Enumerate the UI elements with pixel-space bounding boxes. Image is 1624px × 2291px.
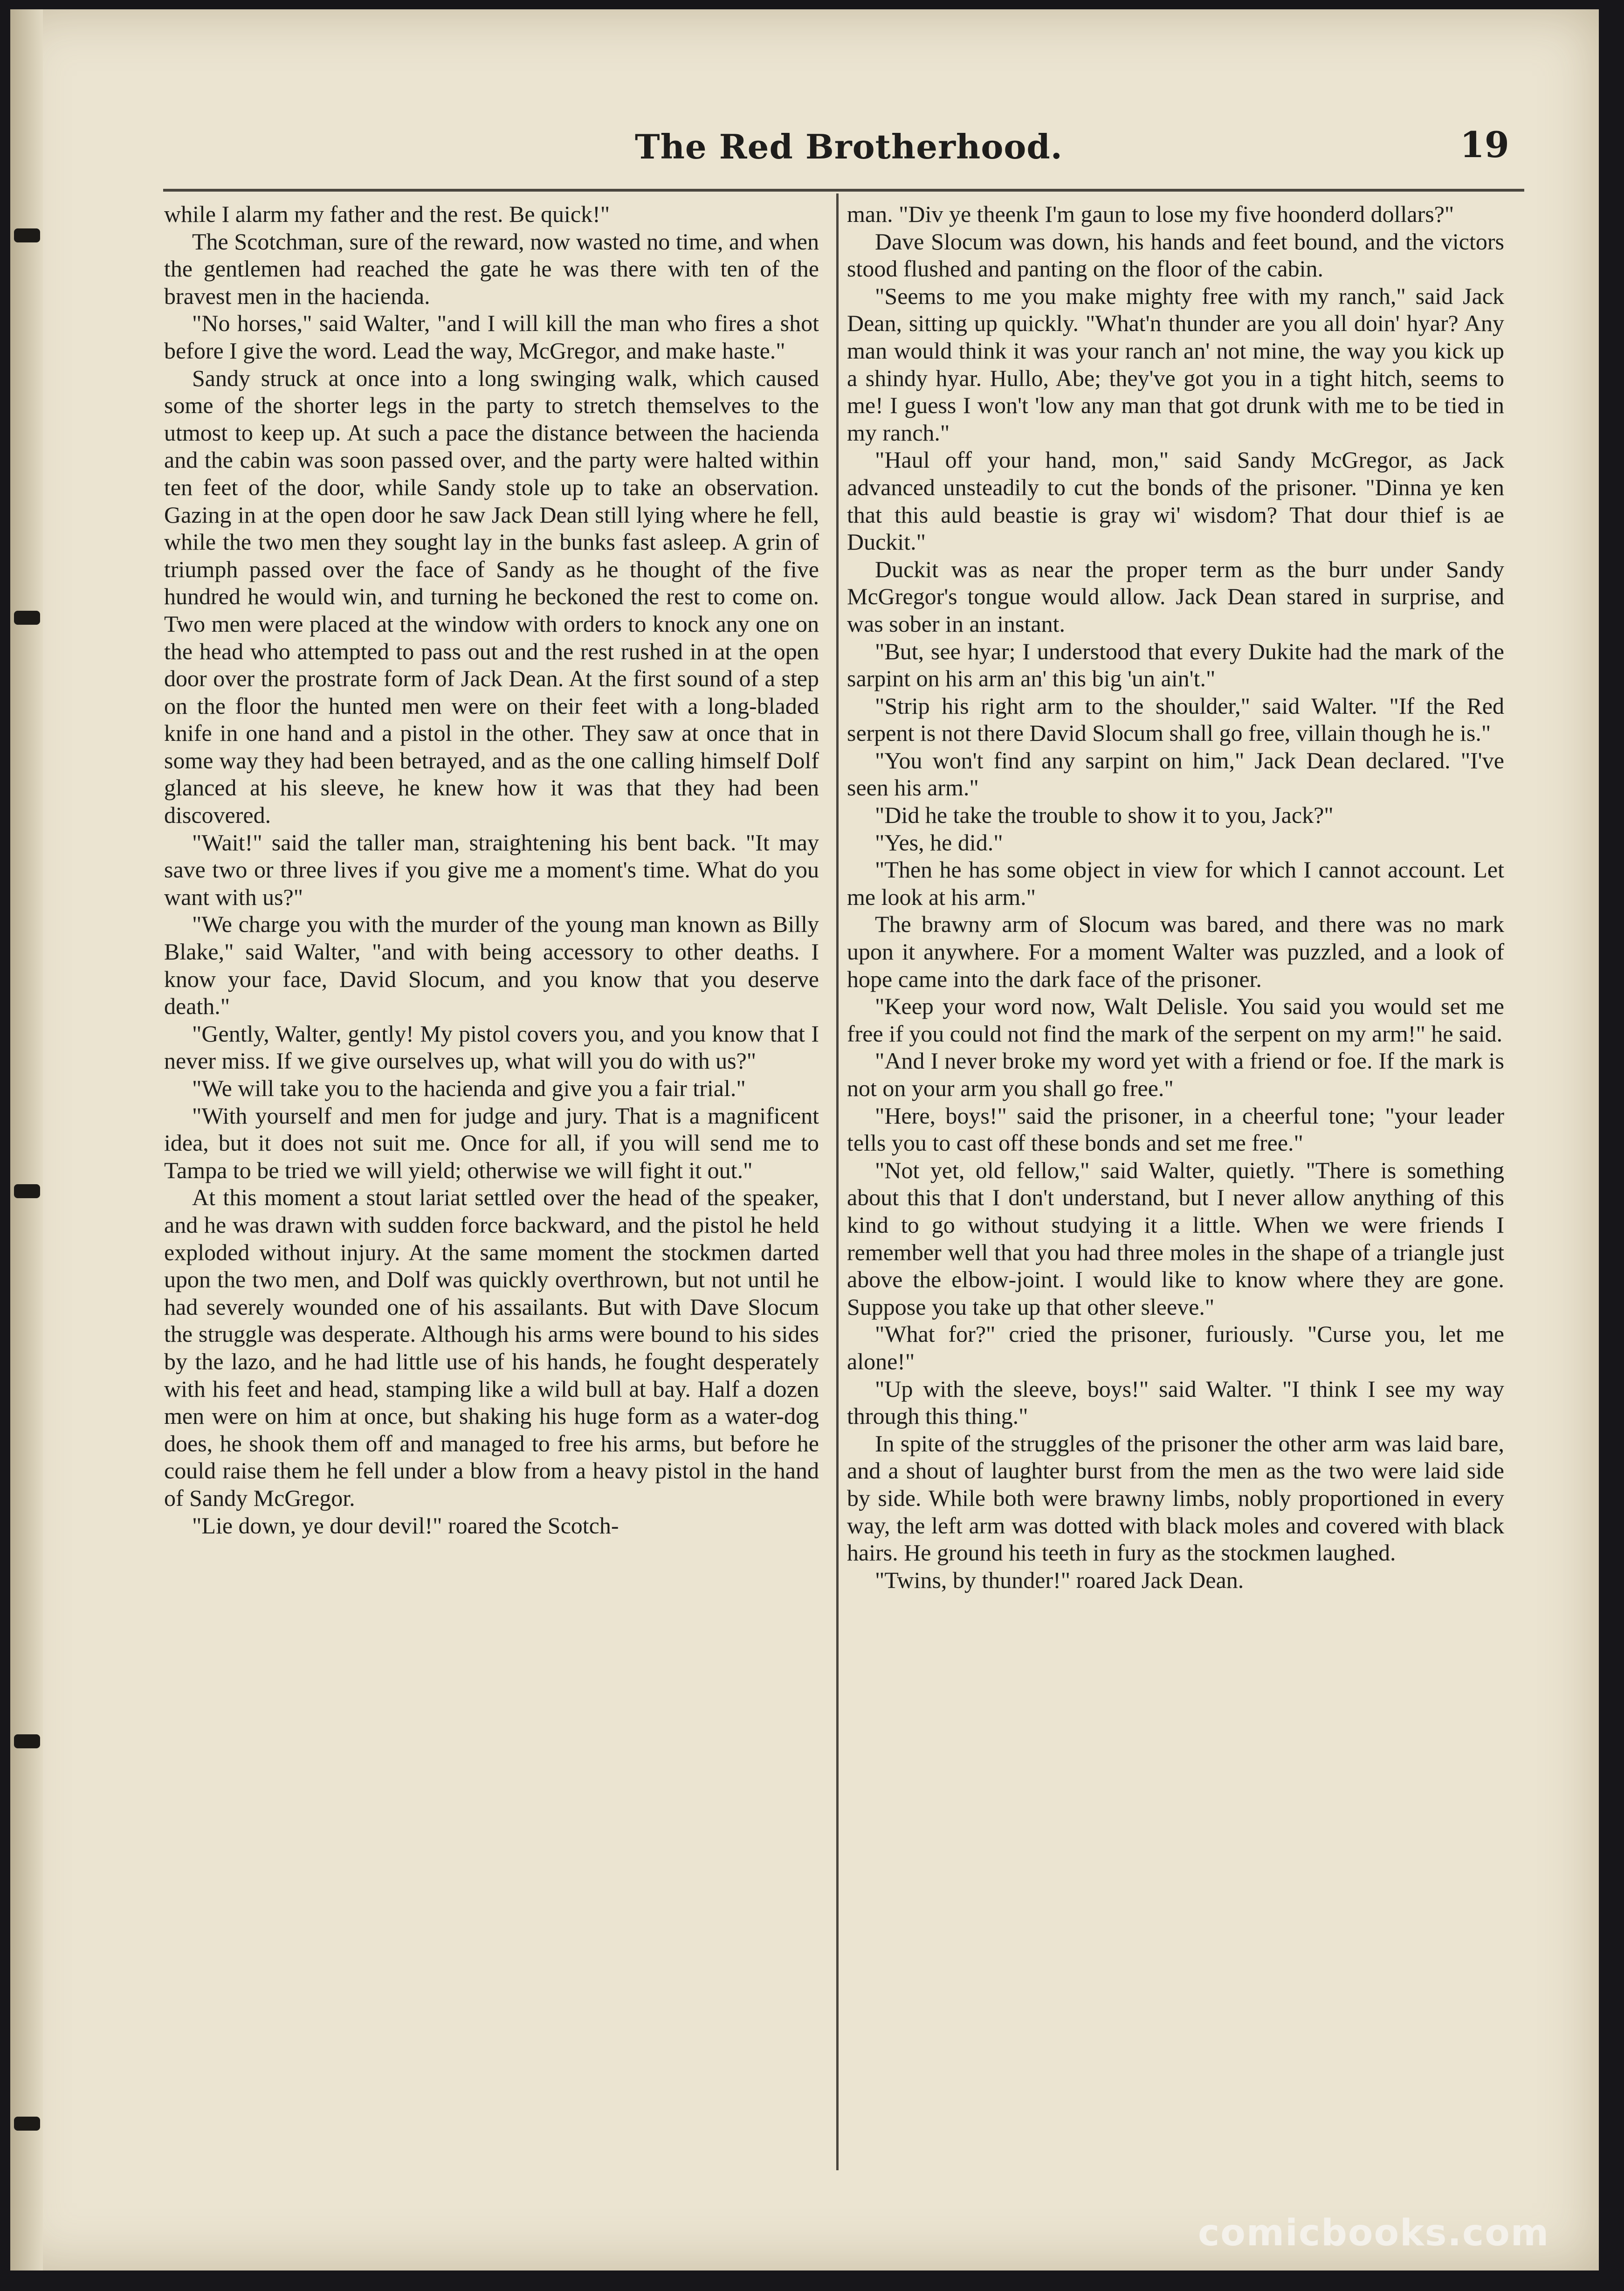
paragraph: The Scotchman, sure of the reward, now wasted no time, and when the gentlemen had reached the gate he was there with ten of the bravest men in the hacienda.	[164, 228, 819, 309]
book-page	[10, 9, 1599, 2270]
paragraph: "But, see hyar; I understood that every Dukite had the mark of the sarpint on his arm an' this big 'un ain't."	[847, 638, 1504, 692]
paragraph: "Here, boys!" said the prisoner, in a cheerful tone; "your leader tells you to cast off these bonds and set me free."	[847, 1102, 1504, 1156]
paragraph: "Haul off your hand, mon," said Sandy McGregor, as Jack advanced unsteadily to cut the bonds of the prisoner. "Dinna ye ken that this auld beastie is gray wi' wisdom? That dour thief is ae Duckit."	[847, 447, 1504, 555]
paragraph: "Then he has some object in view for which I cannot account. Let me look at his arm."	[847, 856, 1504, 910]
paragraph: "We charge you with the murder of the young man known as Billy Blake," said Walter, "and with being accessory to other deaths. I know your face, David Slocum, and you know that you deserve death."	[164, 911, 819, 1020]
running-title: The Red Brotherhood.	[635, 127, 1063, 166]
paragraph: Duckit was as near the proper term as the burr under Sandy McGregor's tongue would allow. Jack Dean stared in surprise, and was sober in an instant.	[847, 556, 1504, 637]
paragraph: "Up with the sleeve, boys!" said Walter. "I think I see my way through this thing."	[847, 1375, 1504, 1429]
paragraph: "You won't find any sarpint on him," Jack Dean declared. "I've seen his arm."	[847, 747, 1504, 801]
column-divider	[836, 193, 839, 2170]
page-number: 19	[1460, 124, 1509, 166]
paragraph: "Not yet, old fellow," said Walter, quietly. "There is something about this that I don't understand, but I never allow anything of this kind to go without studying it a little. When we were friends I remember well that you had three moles in the shape of a triangle just above the elbow-joint. I would like to know where they are gone. Suppose you take up that other sleeve."	[847, 1157, 1504, 1320]
paragraph: "Did he take the trouble to show it to you, Jack?"	[875, 802, 1334, 828]
paragraph: "Twins, by thunder!" roared Jack Dean.	[875, 1566, 1244, 1593]
paragraph: In spite of the struggles of the prisoner the other arm was laid bare, and a shout of laughter burst from the men as the two were laid side by side. While both were brawny limbs, nobly proportioned in every way, the left arm was dotted with black moles and covered with black hairs. He ground his teeth in fury as the stockmen laughed.	[847, 1430, 1504, 1566]
binding-stitch	[14, 1734, 40, 1748]
paragraph: "With yourself and men for judge and jury. That is a magnificent idea, but it does not suit me. Once for all, if you will send me to Tampa to be tried we will yield; otherwise we will fight it out."	[164, 1102, 819, 1183]
paragraph: At this moment a stout lariat settled over the head of the speaker, and he was drawn with sudden force backward, and the pistol he held exploded without injury. At the same moment the stockmen darted upon the two men, and Dolf was quickly overthrown, but not until he had severely wounded one of his assailants. But with Dave Slocum the struggle was desperate. Although his arms were bound to his sides by the lazo, and he had little use of his hands, he fought desperately with his feet and head, stamping like a wild bull at bay. Half a dozen men were on him at once, but shaking his huge form as a water-dog does, he shook them off and managed to free his arms, but before he could raise them he fell under a blow from a heavy pistol in the hand of Sandy McGregor.	[164, 1184, 819, 1511]
left-column	[164, 200, 819, 1539]
binding-stitch	[14, 228, 40, 242]
paragraph: "No horses," said Walter, "and I will kill the man who fires a shot before I give the word. Lead the way, McGregor, and make haste."	[164, 310, 819, 364]
binding-stitch	[14, 1184, 40, 1198]
paragraph: Dave Slocum was down, his hands and feet bound, and the victors stood flushed and panting on the floor of the cabin.	[847, 228, 1504, 282]
right-column	[847, 200, 1504, 1594]
paragraph: Sandy struck at once into a long swinging walk, which caused some of the shorter legs in the party to stretch themselves to the utmost to keep up. At such a pace the distance between the hacienda and the cabin was soon passed over, and the party were halted within ten feet of the door, while Sandy stole up to take an observation. Gazing in at the open door he saw Jack Dean still lying where he fell, while the two men they sought lay in the bunks fast asleep. A grin of triumph passed over the face of Sandy as he thought of the five hundred he would win, and turning he beckoned the rest to come on. Two men were placed at the window with orders to knock any one on the head who attempted to pass out and the rest rushed in at the open door over the prostrate form of Jack Dean. At the first sound of a step on the floor the hunted men were on their feet with a long-bladed knife in one hand and a pistol in the other. They saw at once that in some way they had been betrayed, and as the one calling himself Dolf glanced at his sleeve, he knew how it was that they had been discovered.	[164, 365, 819, 828]
paragraph: "Seems to me you make mighty free with my ranch," said Jack Dean, sitting up quickly. "What'n thunder are you all doin' hyar? Any man would think it was your ranch an' not mine, the way you kick up a shindy hyar. Hullo, Abe; they've got you in a tight hitch, seems to me! I guess I won't 'low any man that got drunk with me to be tied in my ranch."	[847, 283, 1504, 446]
paragraph: "Yes, he did."	[875, 829, 1003, 856]
page-binding-edge	[10, 9, 43, 2270]
header-rule	[163, 189, 1524, 192]
paragraph: "Keep your word now, Walt Delisle. You said you would set me free if you could not find the mark of the serpent on my arm!" he said.	[847, 993, 1504, 1047]
paragraph: man. "Div ye theenk I'm gaun to lose my five hoonderd dollars?"	[847, 201, 1454, 227]
paragraph: The brawny arm of Slocum was bared, and there was no mark upon it anywhere. For a moment Walter was puzzled, and a look of hope came into the dark face of the prisoner.	[847, 911, 1504, 992]
paragraph: "Wait!" said the taller man, straightening his bent back. "It may save two or three lives if you give me a moment's time. What do you want with us?"	[164, 829, 819, 910]
paragraph: "We will take you to the hacienda and give you a fair trial."	[192, 1075, 746, 1101]
watermark-text: comicbooks.com	[1198, 2212, 1550, 2254]
binding-stitch	[14, 2117, 40, 2131]
paragraph: "Strip his right arm to the shoulder," said Walter. "If the Red serpent is not there David Slocum shall go free, villain though he is."	[847, 692, 1504, 746]
paragraph: while I alarm my father and the rest. Be quick!"	[164, 201, 610, 227]
paragraph: "And I never broke my word yet with a friend or foe. If the mark is not on your arm you shall go free."	[847, 1048, 1504, 1101]
binding-stitch	[14, 611, 40, 625]
paragraph: "What for?" cried the prisoner, furiously. "Curse you, let me alone!"	[847, 1321, 1504, 1374]
paragraph: "Gently, Walter, gently! My pistol covers you, and you know that I never miss. If we give ourselves up, what will you do with us?"	[164, 1020, 819, 1074]
paragraph: "Lie down, ye dour devil!" roared the Scotch-	[192, 1512, 619, 1539]
